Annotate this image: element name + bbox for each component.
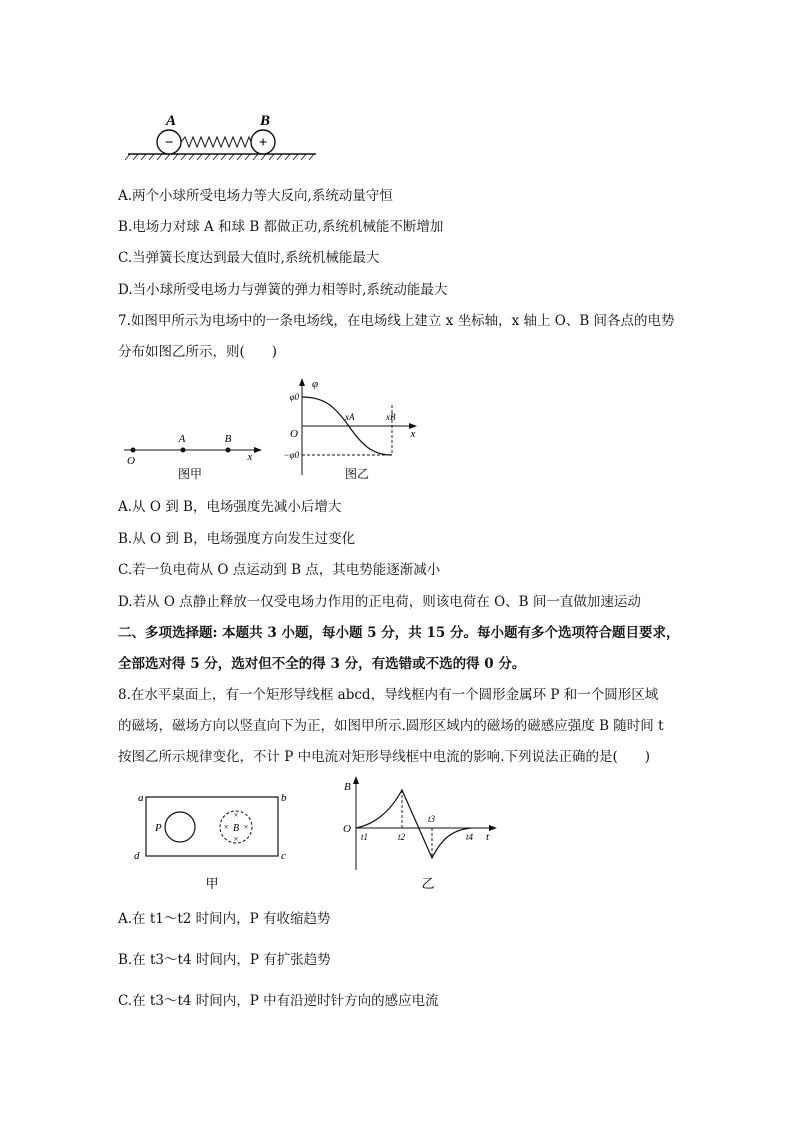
- q7-option-d: D.若从 O 点静止释放一仅受电场力作用的正电荷，则该电荷在 O、B 间一直做加速运动: [118, 594, 641, 610]
- label-t3: t3: [428, 814, 436, 824]
- label-a: A: [178, 433, 186, 445]
- caption-jia: 甲: [205, 876, 219, 891]
- section2-line-1: 二、多项选择题: 本题共 3 小题，每小题 5 分，共 15 分。每小题有多个选项符合题目要求，: [118, 625, 680, 641]
- potential-graph-yi: [280, 375, 430, 485]
- label-x: x: [410, 428, 416, 440]
- q8-stem-line-1: 8.在水平桌面上，有一个矩形导线框 abcd，导线框内有一个圆形金属环 P 和一个圆形区域: [118, 687, 659, 703]
- label-o: O: [290, 428, 298, 440]
- q6-option-d: D.当小球所受电场力与弹簧的弹力相等时,系统动能最大: [118, 282, 448, 298]
- svg-text:×: ×: [223, 822, 229, 832]
- svg-text:×: ×: [233, 810, 239, 820]
- spring-balls-figure: [120, 110, 320, 162]
- label-phi: φ: [312, 378, 319, 390]
- caption-yi: 图乙: [344, 467, 370, 481]
- rectangular-wire-frame: [146, 797, 278, 856]
- label-xa: xA: [345, 412, 355, 422]
- ball-a-label: A: [165, 113, 177, 129]
- section2-line-2: 全部选对得 5 分，选对但不全的得 3 分，有选错或不选的得 0 分。: [118, 656, 526, 672]
- label-b: B: [224, 433, 232, 445]
- label-t: t: [486, 831, 490, 843]
- q8-stem-line-2: 的磁场，磁场方向以竖直向下为正，如图甲所示.圆形区域内的磁场的磁感应强度 B 随时间 t: [118, 718, 664, 734]
- q7-stem-line-1: 7.如图甲所示为电场中的一条电场线，在电场线上建立 x 坐标轴，x 轴上 O、B 间各点的电势: [118, 313, 675, 329]
- label-a: a: [138, 792, 144, 804]
- metal-ring-p: [165, 812, 195, 842]
- label-xb: xB: [386, 412, 396, 422]
- label-o: O: [343, 823, 351, 835]
- q6-option-b: B.电场力对球 A 和球 B 都做正功,系统机械能不断增加: [118, 219, 444, 235]
- label-x: x: [247, 451, 253, 463]
- q7-option-b: B.从 O 到 B，电场强度方向发生过变化: [118, 531, 356, 547]
- svg-text:×: ×: [243, 822, 249, 832]
- field-time-graph-yi: [336, 770, 506, 895]
- label-phi0: φ0: [289, 392, 299, 402]
- label-o: O: [127, 455, 135, 467]
- ball-b-sign: +: [258, 135, 268, 151]
- label-neg-phi0: −φ0: [283, 450, 299, 460]
- caption-yi: 乙: [421, 876, 435, 891]
- q8-stem-line-3: 按图乙所示规律变化，不计 P 中电流对矩形导线框中电流的影响.下列说法正确的是( ): [118, 749, 650, 765]
- q7-option-c: C.若一负电荷从 O 点运动到 B 点，其电势能逐渐减小: [118, 562, 441, 578]
- q8-option-b: B.在 t3～t4 时间内，P 有扩张趋势: [118, 952, 331, 968]
- ball-a-sign: −: [164, 135, 174, 151]
- q7-stem-line-2: 分布如图乙所示，则( ): [118, 344, 278, 360]
- wire-frame-figure-jia: [128, 785, 298, 895]
- label-t4: t4: [466, 832, 474, 842]
- label-d: d: [134, 850, 140, 862]
- caption-jia: 图甲: [177, 467, 203, 481]
- label-b: b: [281, 792, 287, 804]
- svg-text:×: ×: [233, 834, 239, 844]
- label-t1: t1: [361, 832, 369, 842]
- q7-option-a: A.从 O 到 B，电场强度先减小后增大: [118, 499, 342, 515]
- field-line-figure-jia: [118, 428, 268, 484]
- ball-b-label: B: [259, 113, 271, 129]
- b-curve: [356, 790, 471, 858]
- q8-option-a: A.在 t1～t2 时间内，P 有收缩趋势: [118, 911, 331, 927]
- spring: [181, 137, 251, 147]
- label-b: B: [344, 781, 351, 793]
- label-c: c: [281, 850, 286, 862]
- q8-option-c: C.在 t3～t4 时间内，P 中有沿逆时针方向的感应电流: [118, 993, 439, 1009]
- label-p: P: [155, 822, 162, 834]
- q6-option-a: A.两个小球所受电场力等大反向,系统动量守恒: [118, 188, 393, 204]
- q6-option-c: C.当弹簧长度达到最大值时,系统机械能最大: [118, 250, 380, 266]
- label-t2: t2: [398, 832, 406, 842]
- label-b-field: B: [232, 823, 240, 834]
